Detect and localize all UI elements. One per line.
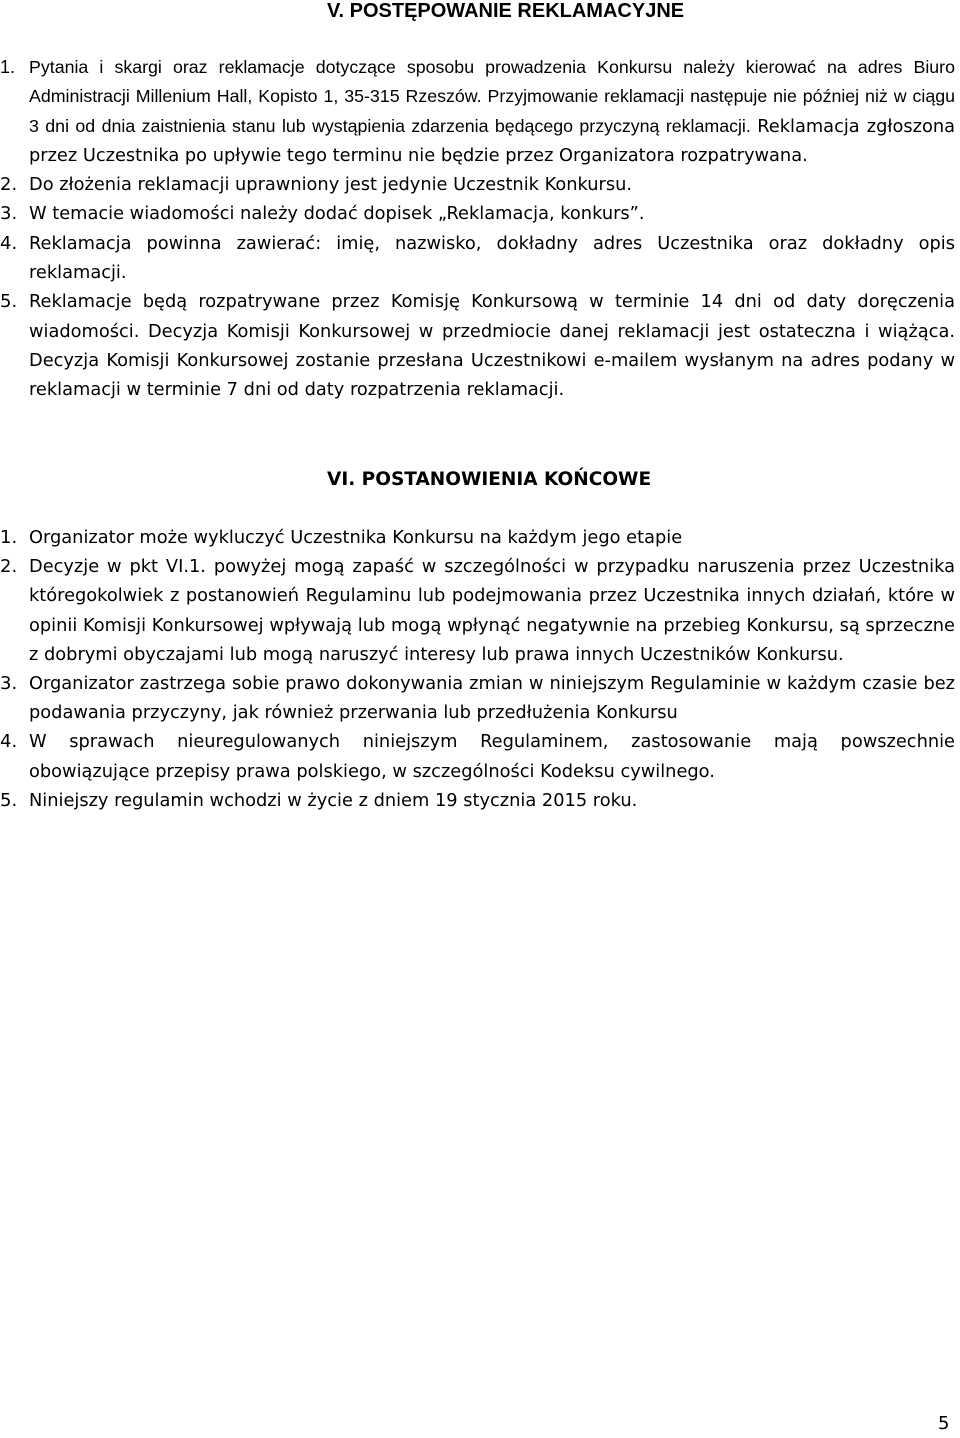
- list-item: [0, 552, 955, 669]
- item-text: [29, 53, 955, 170]
- complaints-list: [0, 53, 955, 405]
- list-item: [0, 287, 955, 404]
- item-text: Reklamacje będą rozpatrywane przez Komisję Konkursową w terminie 14 dni od daty doręczenia wiadomości. Decyzja Komisji Konkursowej w przedmiocie danej reklamacji jest ostateczna i wiążąca. Decyzja Komisji Konkursowej zostanie przesłana Uczestnikowi e-mailem wysłanym na adres podany w reklamacji w terminie 7 dni od daty rozpatrzenia reklamacji.: [29, 291, 955, 401]
- item-text: Decyzje w pkt VI.1. powyżej mogą zapaść w szczególności w przypadku naruszenia przez Uczestnika któregokolwiek z postanowień Regulaminu lub podejmowania przez Uczestnika innych działań, które w opinii Komisji Konkursowej wpływają lub mogą wpłynąć negatywnie na przebieg Konkursu, są sprzeczne z dobrymi obyczajami lub mogą naruszyć interesy lub prawa innych Uczestników Konkursu.: [29, 556, 955, 665]
- section-title: V. POSTĘPOWANIE REKLAMACYJNE: [327, 0, 685, 22]
- item-number: 1.: [0, 527, 18, 548]
- item-text: Reklamacja powinna zawierać: imię, nazwisko, dokładny adres Uczestnika oraz dokładny opis reklamacji.: [29, 232, 955, 284]
- item-number: 4.: [0, 731, 18, 753]
- list-item: [0, 53, 955, 170]
- item-text: Do złożenia reklamacji uprawniony jest jedynie Uczestnik Konkursu.: [29, 174, 633, 196]
- item-text-part: Reklamacja zgłoszona przez Uczestnika po upływie tego terminu nie będzie przez Organizatora rozpatrywana.: [29, 115, 955, 166]
- item-text: Organizator może wykluczyć Uczestnika Konkursu na każdym jego etapie: [29, 527, 683, 548]
- item-text: Niniejszy regulamin wchodzi w życie z dniem 19 stycznia 2015 roku.: [29, 789, 638, 811]
- list-item: [0, 229, 955, 288]
- item-number: 3.: [0, 203, 18, 225]
- list-item: [0, 170, 955, 199]
- section-title: VI. POSTANOWIENIA KOŃCOWE: [327, 469, 652, 490]
- item-text: Organizator zastrzega sobie prawo dokonywania zmian w niniejszym Regulaminie w każdym czasie bez podawania przyczyny, jak również przerwania lub przedłużenia Konkursu: [29, 673, 955, 724]
- list-item: [0, 727, 955, 785]
- item-text: W sprawach nieuregulowanych niniejszym Regulaminem, zastosowanie mają powszechnie obowiązujące przepisy prawa polskiego, w szczególności Kodeksu cywilnego.: [29, 731, 955, 782]
- item-text-part: Pytania i skargi oraz reklamacje dotyczące sposobu prowadzenia Konkursu należy kierować na adres Biuro Administracji Millenium Hall, Kopisto 1, 35-315 Rzeszów. Przyjmowanie reklamacji następuje nie później niż w ciągu 3 dni od dnia zaistnienia stanu lub wystąpienia zdarzenia będącego przyczyną reklamacji.: [29, 57, 955, 136]
- item-number: 4.: [0, 232, 18, 254]
- page-number: 5: [938, 1413, 950, 1434]
- list-item: [0, 523, 955, 552]
- final-provisions-list: [0, 523, 955, 815]
- list-item: [0, 669, 955, 727]
- list-item: [0, 786, 955, 815]
- item-number: 2.: [0, 174, 18, 196]
- item-number: 5.: [0, 291, 18, 313]
- item-number: 2.: [0, 556, 18, 578]
- list-item: [0, 199, 955, 228]
- item-number: 5.: [0, 789, 18, 811]
- item-number: 1.: [0, 57, 16, 77]
- item-number: 3.: [0, 673, 18, 695]
- item-text: W temacie wiadomości należy dodać dopisek „Reklamacja, konkurs”.: [29, 203, 645, 225]
